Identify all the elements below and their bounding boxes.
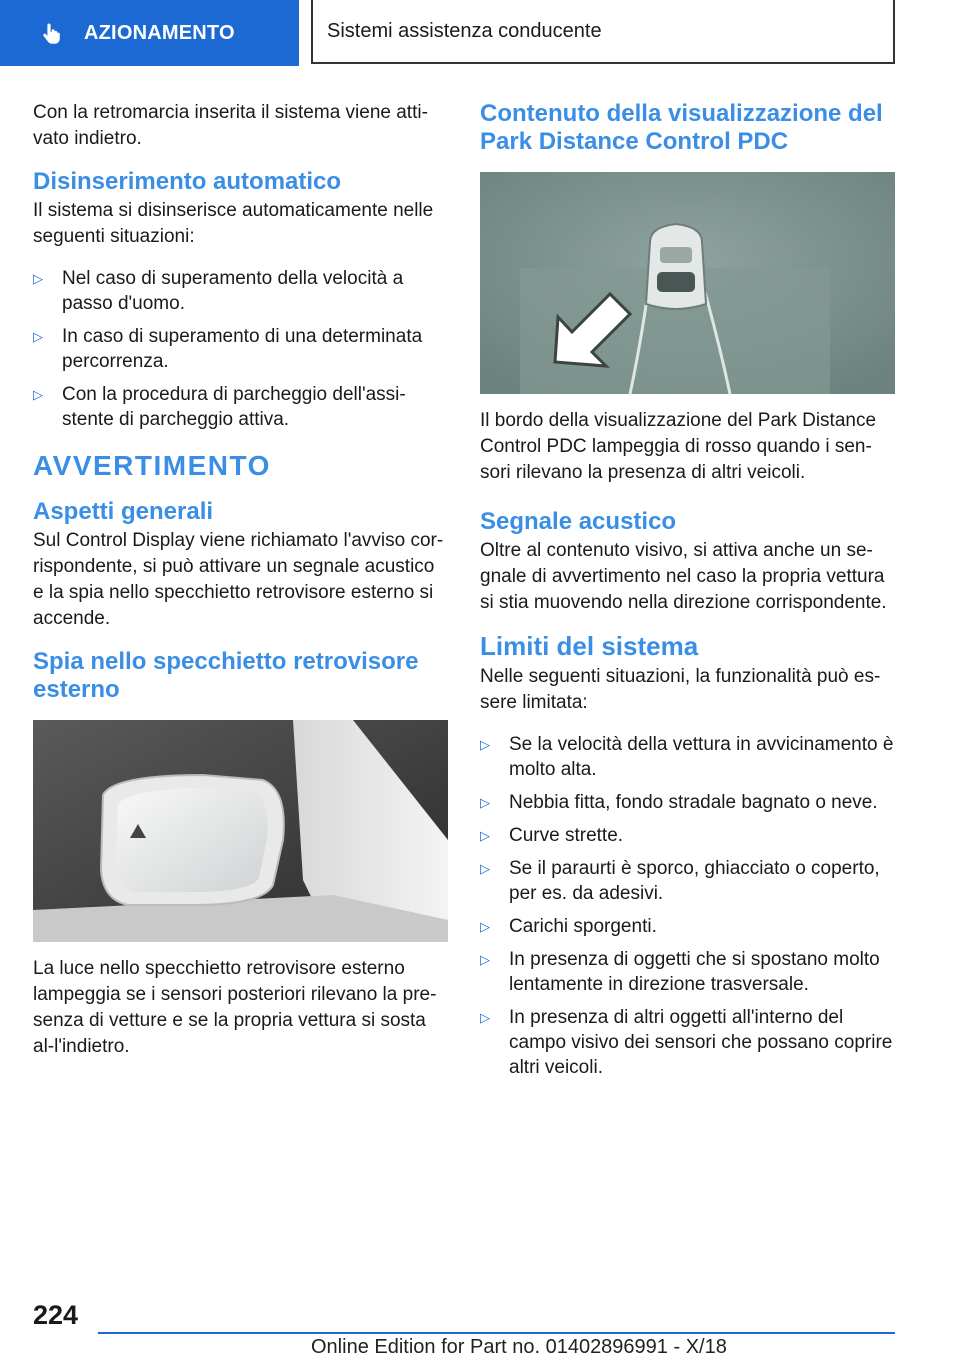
pdc-heading: Contenuto della visualizzazione del Park Distance Control PDC	[480, 100, 883, 155]
limits-list	[480, 732, 895, 1080]
mirror-illustration	[33, 720, 448, 942]
pdc-caption: Il bordo della visualizzazione del Park Distance Control PDC lampeggia di rosso quando i sen-sori rilevano la presenza di altri veicoli.	[480, 410, 877, 483]
list-item: ▷ In presenza di oggetti che si spostano molto lentamente in direzione trasversale.	[480, 947, 895, 997]
general-text: Sul Control Display viene richiamato l'avviso cor-rispondente, si può attivare un segnale acustico e la spia nello specchietto retrovisore esterno si accende.	[33, 530, 444, 629]
auto-off-text: Il sistema si disinserisce automaticamente nelle seguenti situazioni:	[33, 200, 434, 247]
pdc-display-illustration	[480, 172, 895, 394]
intro-text: Con la retromarcia inserita il sistema viene atti-vato indietro.	[33, 102, 428, 149]
hand-pointer-icon	[40, 21, 64, 45]
list-item: ▷ Con la procedura di parcheggio dell'assi-stente di parcheggio attiva.	[33, 382, 448, 432]
auto-off-heading: Disinserimento automatico	[33, 168, 342, 195]
right-column	[480, 100, 895, 1098]
car-top-view-icon	[646, 224, 706, 309]
general-heading: Aspetti generali	[33, 498, 214, 525]
mirror-caption: La luce nello specchietto retrovisore esterno lampeggia se i sensori posteriori rilevano la pre-senza di vetture e se la propria vettura si sosta al-l'indietro.	[33, 958, 437, 1057]
chapter-title: AZIONAMENTO	[84, 21, 235, 44]
list-item: ▷ In presenza di altri oggetti all'interno del campo visivo dei sensori che possano coprire altri veicoli.	[480, 1005, 895, 1080]
limits-text: Nelle seguenti situazioni, la funzionalità può es-sere limitata:	[480, 666, 881, 713]
list-item: ▷ Se la velocità della vettura in avvicinamento è molto alta.	[480, 732, 895, 782]
list-item: ▷ In caso di superamento di una determinata percorrenza.	[33, 324, 448, 374]
chapter-tab[interactable]	[0, 0, 299, 66]
list-item: ▷ Nebbia fitta, fondo stradale bagnato o neve.	[480, 790, 895, 815]
sound-text: Oltre al contenuto visivo, si attiva anche un se-gnale di avvertimento nel caso la propria vettura si stia muovendo nella direzione corrispondente.	[480, 540, 887, 613]
page-header	[0, 0, 960, 66]
left-column	[33, 100, 448, 1076]
sound-heading: Segnale acustico	[480, 508, 677, 535]
auto-off-list	[33, 266, 448, 432]
list-item: ▷ Curve strette.	[480, 823, 895, 848]
section-title: Sistemi assistenza conducente	[327, 19, 602, 42]
footer-divider	[98, 1332, 895, 1334]
list-item: ▷ Carichi sporgenti.	[480, 914, 895, 939]
mirror-heading: Spia nello specchietto retrovisore esterno	[33, 648, 419, 703]
list-item: ▷ Nel caso di superamento della velocità a passo d'uomo.	[33, 266, 448, 316]
limits-heading: Limiti del sistema	[480, 631, 699, 661]
edition-text: Online Edition for Part no. 01402896991 - X/18	[311, 1336, 727, 1358]
page-footer	[0, 1290, 960, 1362]
section-tab[interactable]	[311, 0, 895, 64]
list-item: ▷ Se il paraurti è sporco, ghiacciato o coperto, per es. da adesivi.	[480, 856, 895, 906]
warning-heading: AVVERTIMENTO	[33, 450, 271, 481]
page-number: 224	[33, 1300, 79, 1330]
